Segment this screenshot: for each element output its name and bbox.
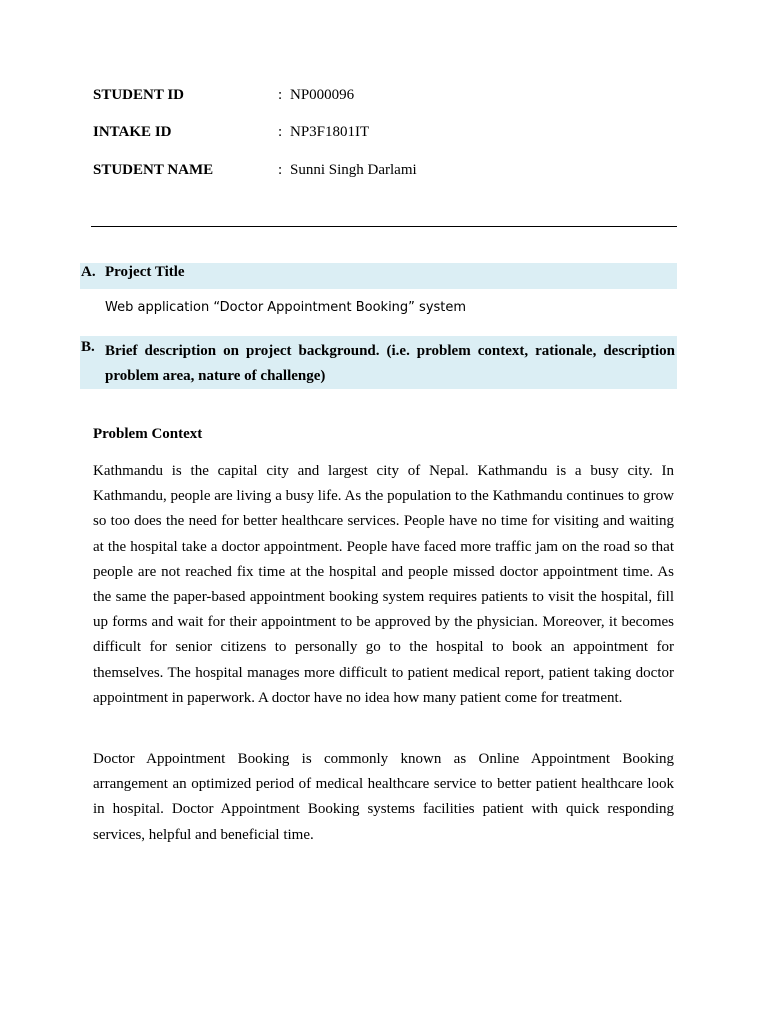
intake-id-label: INTAKE ID: [93, 124, 172, 140]
section-b-title: Brief description on project background. (i.e. problem context, rationale, description problem area, nature of challenge): [105, 343, 675, 384]
student-name-label: STUDENT NAME: [93, 162, 214, 178]
student-name-value: Sunni Singh Darlami: [290, 162, 417, 178]
student-id-label: STUDENT ID: [93, 87, 185, 103]
project-name: Web application “Doctor Appointment Booking” system: [105, 300, 467, 315]
problem-context-paragraph-2: Doctor Appointment Booking is commonly known as Online Appointment Booking arrangement an optimized period of medical healthcare service to better patient healthcare look in hospital. Doctor Appointment Booking systems facilities patient with quick responding services, helpful and beneficial time.: [93, 751, 674, 843]
horizontal-divider: [91, 226, 677, 227]
student-id-value: NP000096: [290, 87, 355, 103]
section-a-letter: A.: [81, 264, 96, 280]
intake-id-separator: :: [278, 124, 283, 140]
student-id-separator: :: [278, 87, 283, 103]
problem-context-heading: Problem Context: [93, 426, 203, 442]
student-name-separator: :: [278, 162, 283, 178]
section-a-title: Project Title: [105, 264, 185, 280]
problem-context-paragraph-1: Kathmandu is the capital city and largest city of Nepal. Kathmandu is a busy city. In Kathmandu, people are living a busy life. As the population to the Kathmandu continues to grow so too does the need for better healthcare services. People have no time for visiting and waiting at the hospital take a doctor appointment. People have faced more traffic jam on the road so that people are not reached fix time at the hospital and people missed doctor appointment time. As the same the paper-based appointment booking system requires patients to visit the hospital, fill up forms and wait for their appointment to be approved by the physician. Moreover, it becomes difficult for senior citizens to personally go to the hospital to book an appointment for themselves. The hospital manages more difficult to patient medical report, patient taking doctor appointment in paperwork. A doctor have no idea how many patient come for treatment.: [93, 463, 674, 706]
section-b-letter: B.: [81, 339, 95, 355]
intake-id-value: NP3F1801IT: [290, 124, 370, 140]
